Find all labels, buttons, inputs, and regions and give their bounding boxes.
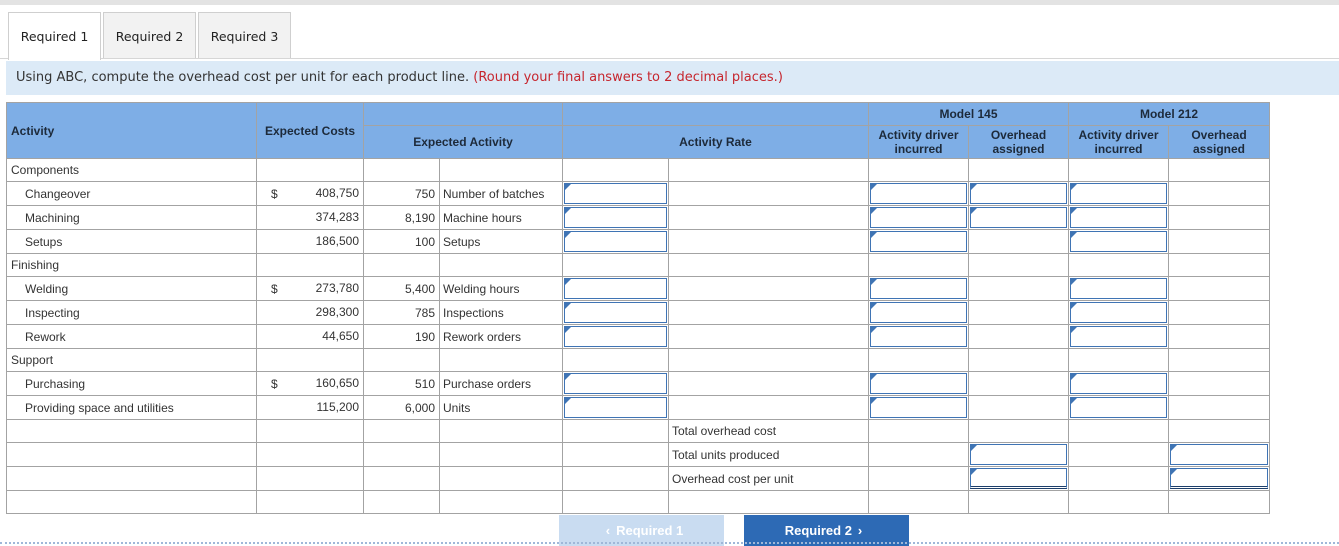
cost-cell: 298,300: [257, 301, 364, 325]
activity-qty: 750: [364, 182, 440, 206]
activity-unit: Machine hours: [440, 206, 563, 230]
activity-qty: 190: [364, 325, 440, 349]
table-row: [7, 372, 1270, 396]
model212-driver-input[interactable]: [1070, 302, 1167, 323]
cost-per-unit-label: Overhead cost per unit: [669, 467, 869, 491]
header-overhead-assigned-212: Overhead assigned: [1169, 126, 1270, 159]
cost-cell: $ 408,750: [257, 182, 364, 206]
model145-driver-input[interactable]: [870, 373, 967, 394]
header-model-145: Model 145: [869, 103, 1069, 126]
cost-cell: 115,200: [257, 396, 364, 420]
cost-cell: $ 273,780: [257, 277, 364, 301]
table-row: [7, 230, 1270, 254]
activity-unit: Inspections: [440, 301, 563, 325]
model145-cost-per-unit-input[interactable]: [970, 468, 1067, 489]
activity-unit: Units: [440, 396, 563, 420]
model212-total-units-input[interactable]: [1170, 444, 1268, 465]
tab-required-3[interactable]: Required 3: [198, 12, 291, 59]
abc-table: [6, 102, 1270, 514]
activity-rate-input[interactable]: [564, 302, 667, 323]
model145-driver-input[interactable]: [870, 231, 967, 252]
dotted-divider: [0, 542, 1339, 544]
activity-rate-input[interactable]: [564, 207, 667, 228]
tab-required-2[interactable]: Required 2: [103, 12, 196, 59]
activity-label: Changeover: [7, 182, 257, 206]
model145-assigned-input[interactable]: [970, 183, 1067, 204]
activity-label: Purchasing: [7, 372, 257, 396]
activity-rate-input[interactable]: [564, 397, 667, 418]
activity-unit: Purchase orders: [440, 372, 563, 396]
activity-unit: Number of batches: [440, 182, 563, 206]
activity-qty: 100: [364, 230, 440, 254]
model212-driver-input[interactable]: [1070, 207, 1167, 228]
next-button-label: Required 2: [784, 523, 852, 538]
model212-driver-input[interactable]: [1070, 326, 1167, 347]
activity-label: Rework: [7, 325, 257, 349]
activity-qty: 785: [364, 301, 440, 325]
activity-rate-input[interactable]: [564, 231, 667, 252]
tab-divider: [0, 58, 1339, 59]
instructions-note: (Round your final answers to 2 decimal places.): [473, 70, 783, 85]
table-row: [7, 277, 1270, 301]
instructions-text: Using ABC, compute the overhead cost per unit for each product line.: [16, 70, 470, 85]
top-bar: [0, 0, 1339, 5]
header-driver-incurred-212: Activity driver incurred: [1069, 126, 1169, 159]
cost-cell: 44,650: [257, 325, 364, 349]
table-row: [7, 396, 1270, 420]
table-row: [7, 325, 1270, 349]
activity-unit: Welding hours: [440, 277, 563, 301]
model212-driver-input[interactable]: [1070, 231, 1167, 252]
model145-total-units-input[interactable]: [970, 444, 1067, 465]
model212-cost-per-unit-input[interactable]: [1170, 468, 1268, 489]
group-support: Support: [7, 349, 257, 372]
header-overhead-assigned-145: Overhead assigned: [969, 126, 1069, 159]
group-finishing: Finishing: [7, 254, 257, 277]
header-expected-costs: Expected Costs: [257, 103, 364, 159]
group-components: Components: [7, 159, 257, 182]
header-model-212: Model 212: [1069, 103, 1270, 126]
activity-rate-input[interactable]: [564, 326, 667, 347]
activity-rate-input[interactable]: [564, 183, 667, 204]
prev-button-label: Required 1: [616, 523, 684, 538]
model145-driver-input[interactable]: [870, 278, 967, 299]
table-row: [7, 301, 1270, 325]
model212-driver-input[interactable]: [1070, 278, 1167, 299]
activity-unit: Rework orders: [440, 325, 563, 349]
table-row: [7, 182, 1270, 206]
activity-rate-input[interactable]: [564, 373, 667, 394]
chevron-left-icon: ‹: [605, 523, 611, 538]
tab-required-1[interactable]: Required 1: [8, 12, 101, 60]
table-row: [7, 206, 1270, 230]
activity-label: Welding: [7, 277, 257, 301]
activity-qty: 6,000: [364, 396, 440, 420]
model145-driver-input[interactable]: [870, 183, 967, 204]
model212-driver-input[interactable]: [1070, 397, 1167, 418]
model212-driver-input[interactable]: [1070, 183, 1167, 204]
activity-label: Setups: [7, 230, 257, 254]
activity-qty: 5,400: [364, 277, 440, 301]
model145-driver-input[interactable]: [870, 397, 967, 418]
header-activity-rate: Activity Rate: [563, 126, 869, 159]
activity-label: Machining: [7, 206, 257, 230]
cost-cell: $ 160,650: [257, 372, 364, 396]
activity-unit: Setups: [440, 230, 563, 254]
cost-cell: 374,283: [257, 206, 364, 230]
total-units-label: Total units produced: [669, 443, 869, 467]
model212-driver-input[interactable]: [1070, 373, 1167, 394]
total-overhead-label: Total overhead cost: [669, 420, 869, 443]
header-activity: Activity: [7, 103, 257, 159]
header-expected-activity: Expected Activity: [364, 126, 563, 159]
model145-driver-input[interactable]: [870, 326, 967, 347]
activity-label: Providing space and utilities: [7, 396, 257, 420]
instructions-banner: [6, 61, 1339, 95]
model145-assigned-input[interactable]: [970, 207, 1067, 228]
model145-driver-input[interactable]: [870, 207, 967, 228]
activity-qty: 8,190: [364, 206, 440, 230]
activity-qty: 510: [364, 372, 440, 396]
cost-cell: 186,500: [257, 230, 364, 254]
model145-driver-input[interactable]: [870, 302, 967, 323]
header-driver-incurred-145: Activity driver incurred: [869, 126, 969, 159]
activity-rate-input[interactable]: [564, 278, 667, 299]
chevron-right-icon: ›: [857, 523, 863, 538]
activity-label: Inspecting: [7, 301, 257, 325]
